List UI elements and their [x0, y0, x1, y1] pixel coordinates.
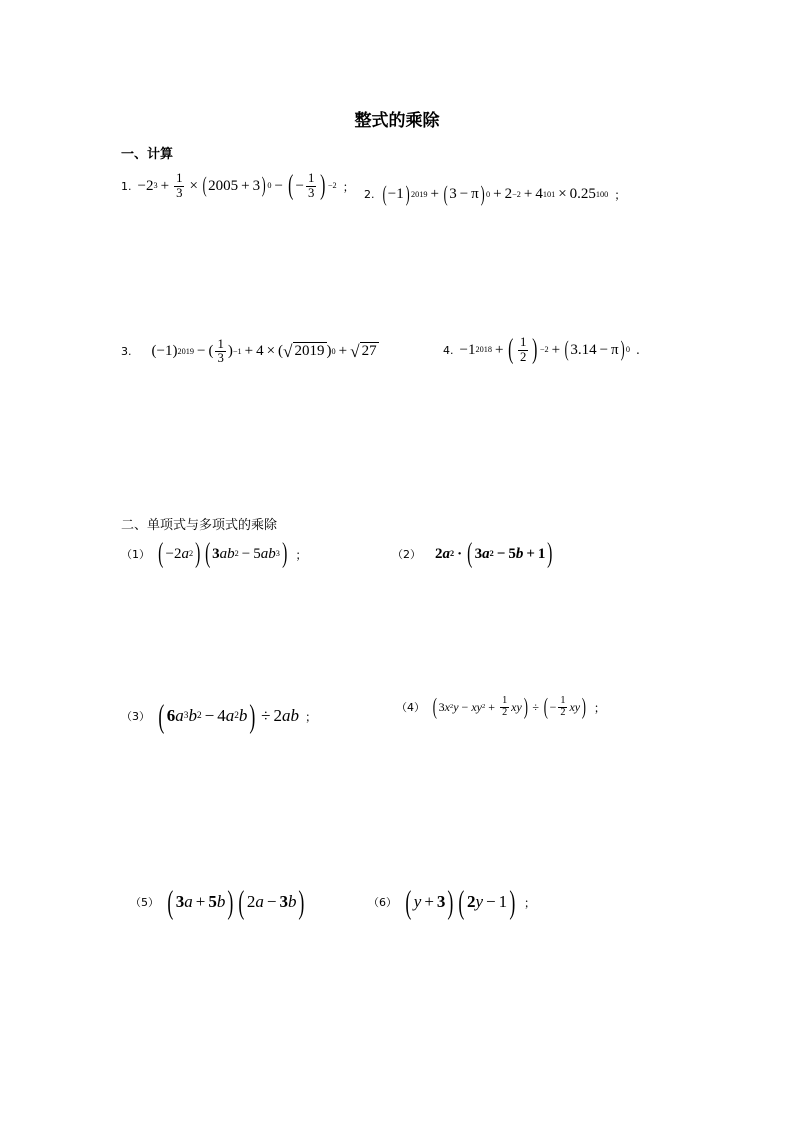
problem-label: 4. [443, 343, 454, 357]
math-expression: 2 a 2 · ( 3 a 2 − 5 b + 1 ) [435, 538, 553, 569]
math-expression: ( 3 x 2 y − x y 2 + $\frac{1}{2}$ x y ) ÷ ( − $\frac{1}{2}$ x y ) [432, 694, 587, 719]
problem-label: （1） [121, 548, 150, 562]
problem-label: 3. [121, 345, 132, 359]
problem-2: 2. ( − 1 ) 2019 + ( 3 − π ) 0 + 2 −2 + 4 101 × 0.25 100 ； [364, 182, 627, 206]
section-heading-polynomial: 二、单项式与多项式的乘除 [121, 518, 278, 533]
math-expression: ( − 2 a 2 ) ( 3 a b 2 − 5 a b 3 ) [158, 538, 288, 569]
problem-label: 2. [364, 188, 375, 202]
problem-label: （6） [368, 896, 397, 910]
math-expression: − 2 3 + $\frac{1}{3}$ × ( 2005 + 3 ) 0 − ( − $\frac{1}{3}$ ) −2 [137, 170, 337, 201]
problem-s2-1: （1） ( − 2 a 2 ) ( 3 a b 2 − 5 a b 3 ) ； [121, 538, 308, 569]
problem-label: （4） [396, 701, 425, 715]
section-heading-calculation: 一、计算 [121, 147, 174, 162]
math-expression: ( − 1 ) 2019 + ( 3 − π ) 0 + 2 −2 + 4 101 × 0.25 100 [382, 182, 609, 206]
problem-s2-6: （6） ( y + 3 ) ( 2 y − 1 ) ； [368, 884, 536, 920]
problem-s2-4: （4） ( 3 x 2 y − x y 2 + $\frac{1}{2}$ x y ) ÷ ( − $\frac{1}{2}$ x y ) ； [396, 694, 606, 719]
problem-s2-3: （3） ( 6 a 3 b 2 − 4 a 2 b ) ÷ 2 a b ； [121, 698, 317, 734]
problem-label: （2） [392, 548, 421, 562]
math-expression: ( 3 a + 5 b ) ( 2 a − 3 b ) [167, 884, 305, 920]
problem-label: （5） [130, 896, 159, 910]
math-expression: ( y + 3 ) ( 2 y − 1 ) [405, 884, 516, 920]
math-expression: (− 1 ) 2019 − ( $\frac{1}{3}$ ) −1 + 4 × ( √ 2019 ) 0 + √ 27 [151, 337, 377, 366]
math-expression: − 1 2018 + ( $\frac{1}{2}$ ) −2 + ( 3.14 − π ) 0 [459, 334, 630, 365]
problem-label: （3） [121, 710, 150, 724]
problem-label: 1. [121, 179, 132, 193]
problem-s2-2 [392, 540, 555, 569]
problem-1: 1. − 2 3 + $\frac{1}{3}$ × ( 2005 + 3 ) 0 − ( − $\frac{1}{3}$ ) −2 ； [121, 170, 355, 201]
math-expression: ( 6 a 3 b 2 − 4 a 2 b ) ÷ 2 a b [158, 698, 299, 734]
problem-4: 4. − 1 2018 + ( $\frac{1}{2}$ ) −2 + ( 3.14 − π ) 0 . [443, 334, 640, 365]
problem-s2-5 [130, 886, 307, 918]
problem-3 [121, 338, 379, 366]
page-title: 整式的乘除 [354, 111, 440, 131]
